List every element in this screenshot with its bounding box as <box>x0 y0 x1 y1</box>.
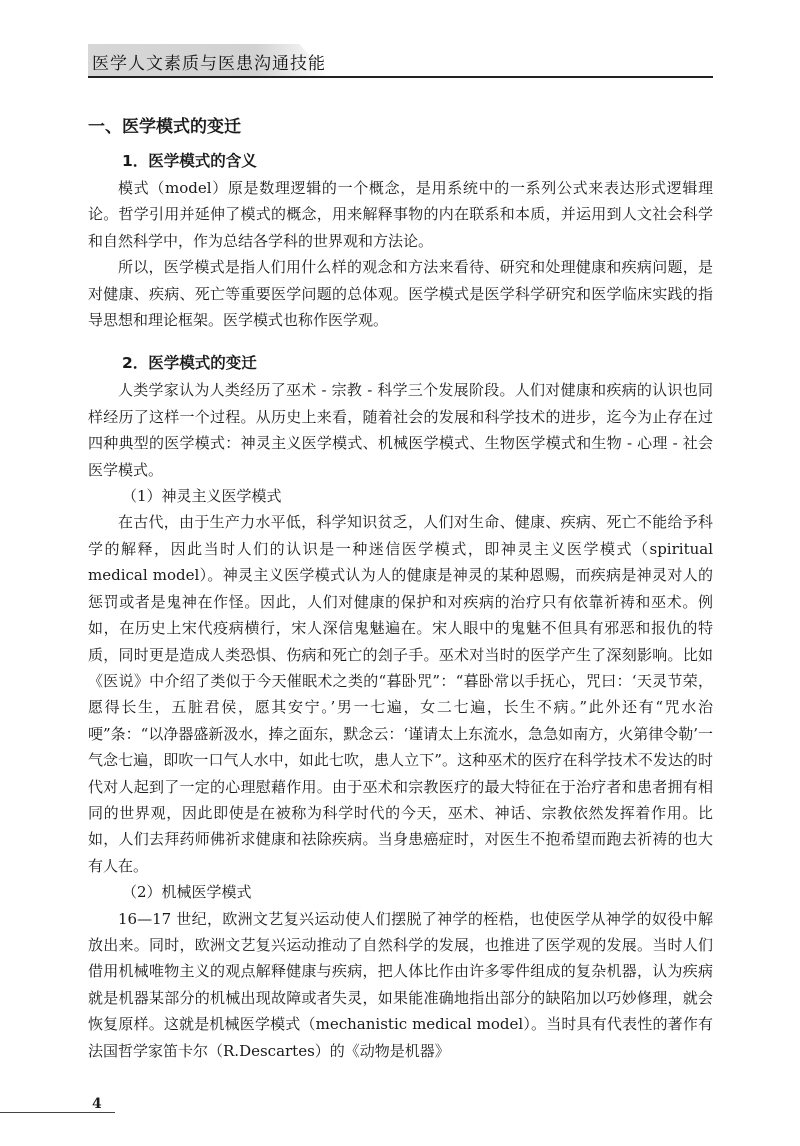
header-rule <box>88 76 713 78</box>
paragraph-medical-model-definition: 所以，医学模式是指人们用什么样的观念和方法来看待、研究和处理健康和疾病问题，是对健康、疾病、死亡等重要医学问题的总体观。医学模式是医学科学研究和医学临床实践的指导思想和理论框架。医学模式也称作医学观。 <box>88 258 713 330</box>
subsection-heading-2: 2．医学模式的变迁 <box>122 354 257 373</box>
subsection-heading-1: 1．医学模式的含义 <box>122 152 257 170</box>
running-header-title: 医学人文素质与医患沟通技能 <box>92 54 326 74</box>
model1-heading: （1）神灵主义医学模式 <box>122 487 282 506</box>
paragraph-mechanistic-model: 16—17 世纪，欧洲文艺复兴运动使人们摆脱了神学的桎梏，也使医学从神学的奴役中解放出来。同时，欧洲文艺复兴运动推动了自然科学的发展，也推进了医学观的发展。当时人们借用机械唯物主义的观点解释健康与疾病，把人体比作由许多零件组成的复杂机器，认为疾病就是机器某部分的机械出现故障或者失灵，如果能准确地指出部分的缺陷加以巧妙修理，就会恢复原样。这就是机械医学模式（mechanistic medical model）。当时具有代表性的著作有法国哲学家笛卡尔（R.Descartes）的《动物是机器》 <box>88 909 713 1060</box>
footer-rule <box>0 1112 115 1113</box>
page-number: 4 <box>92 1096 102 1112</box>
section-heading: 一、医学模式的变迁 <box>88 117 241 137</box>
paragraph-evolution-intro: 人类学家认为人类经历了巫术 - 宗教 - 科学三个发展阶段。人们对健康和疾病的认识也同样经历了这样一个过程。从历史上来看，随着社会的发展和科学技术的进步，迄今为止存在过四种典型的医学模式：神灵主义医学模式、机械医学模式、生物医学模式和生物 - 心理 - 社会医学模式。 <box>88 381 713 479</box>
paragraph-spiritual-model: 在古代，由于生产力水平低，科学知识贫乏，人们对生命、健康、疾病、死亡不能给予科学的解释，因此当时人们的认识是一种迷信医学模式，即神灵主义医学模式（spiritual medical model）。神灵主义医学模式认为人的健康是神灵的某种恩赐，而疾病是神灵对人的惩罚或者是鬼神在作怪。因此，人们对健康的保护和对疾病的治疗只有依靠祈祷和巫术。例如，在历史上宋代疫病横行，宋人深信鬼魅遍在。宋人眼中的鬼魅不但具有邪恶和报仇的特质，同时更是造成人类恐惧、伤病和死亡的刽子手。巫术对当时的医学产生了深刻影响。比如《医说》中介绍了类似于今天催眠术之类的“暮卧咒”：“暮卧常以手抚心，咒曰：‘天灵节荣，愿得长生，五脏君侯，愿其安宁。’男一七遍，女二七遍，长生不病。”此外还有“咒水治哽”条：“以净器盛新汲水，捧之面东，默念云：‘谨请太上东流水，急急如南方，火第律令勒’一气念七遍，即吹一口气人水中，如此七吹，患人立下”。这种巫术的医疗在科学技术不发达的时代对人起到了一定的心理慰藉作用。由于巫术和宗教医疗的最大特征在于治疗者和患者拥有相同的世界观，因此即使是在被称为科学时代的今天，巫术、神话、宗教依然发挥着作用。比如，人们去拜药师佛祈求健康和祛除疾病。当身患癌症时，对医生不抱希望而跑去祈祷的也大有人在。 <box>88 513 713 875</box>
model2-heading: （2）机械医学模式 <box>122 883 252 902</box>
paragraph-model-definition: 模式（model）原是数理逻辑的一个概念，是用系统中的一系列公式来表达形式逻辑理论。哲学引用并延伸了模式的概念，用来解释事物的内在联系和本质，并运用到人文社会科学和自然科学中，作为总结各学科的世界观和方法论。 <box>88 179 713 250</box>
page-content <box>88 112 713 1064</box>
